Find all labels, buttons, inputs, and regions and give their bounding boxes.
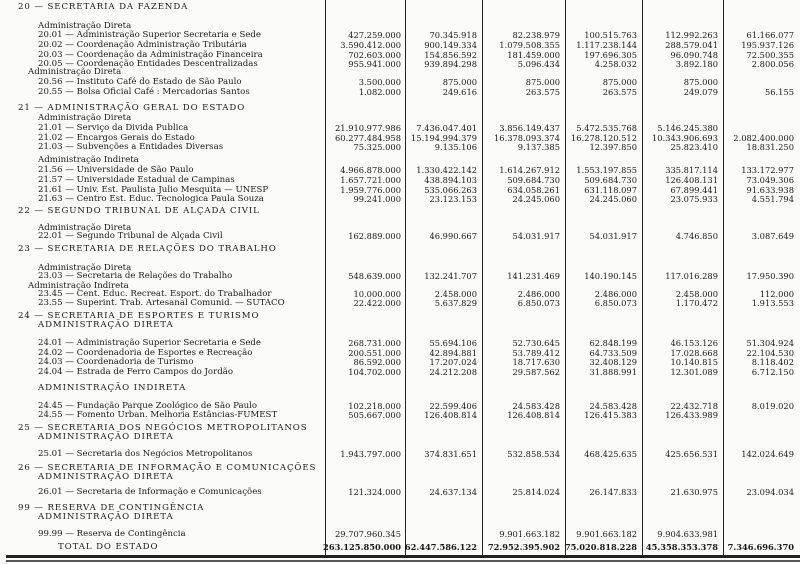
value-col-3: 9.137.385 <box>517 142 560 152</box>
table-row <box>0 487 800 498</box>
subsection-title: Administração Indireta <box>38 155 139 165</box>
value-col-2: 9.135.106 <box>434 142 477 152</box>
value-col-2: 249.616 <box>442 87 477 97</box>
value-col-3: 72.952.395.902 <box>487 542 560 552</box>
table-row <box>0 142 800 153</box>
value-col-5: 22.432.718 <box>670 401 718 411</box>
value-col-2: 900.149.334 <box>424 40 477 50</box>
subsection-title: ADMINISTRAÇÃO DIRETA <box>38 320 174 330</box>
value-col-4: 100.515.763 <box>584 30 637 40</box>
section-heading-row <box>0 244 800 255</box>
value-col-4: 54.031.917 <box>589 231 637 241</box>
value-col-3: 54.031.917 <box>512 231 560 241</box>
value-col-1: 29.707.960.345 <box>335 529 401 539</box>
value-col-6: 51.304.924 <box>746 338 794 348</box>
value-col-1: 104.702.000 <box>348 367 401 377</box>
subsection-title: Administração Direta <box>28 67 122 77</box>
value-col-3: 532.858.534 <box>507 449 560 459</box>
value-col-6: 17.950.390 <box>746 271 794 281</box>
row-label: 23.55 — Superint. Trab. Artesanal Comunid. — SUTACO <box>38 298 285 308</box>
value-col-4: 468.425.635 <box>584 449 637 459</box>
value-col-2: 132.241.707 <box>424 271 477 281</box>
value-col-4: 875.000 <box>602 77 637 87</box>
value-col-3: 3.856.149.437 <box>499 123 560 133</box>
subheading-row <box>0 383 800 394</box>
value-col-1: 99.241.000 <box>353 194 401 204</box>
table-row <box>0 410 800 421</box>
subsection-title: Administração Direta <box>38 263 132 273</box>
value-col-6: 72.500.355 <box>746 50 794 60</box>
row-label: 20.05 — Coordenação Entidades Descentralizadas <box>38 59 258 69</box>
total-row <box>0 542 800 553</box>
value-col-2: 535.066.263 <box>424 185 477 195</box>
value-col-2: 42.894.881 <box>429 348 477 358</box>
value-col-3: 634.058.261 <box>507 185 560 195</box>
value-col-1: 21.910.977.986 <box>335 123 401 133</box>
value-col-3: 5.096.434 <box>517 59 560 69</box>
value-col-4: 62.848.199 <box>589 338 637 348</box>
section-title: 99 — RESERVA DE CONTINGÊNCIA <box>18 503 205 513</box>
value-col-3: 24.245.060 <box>512 194 560 204</box>
value-col-4: 126.415.383 <box>584 410 637 420</box>
value-col-1: 427.259.000 <box>348 30 401 40</box>
value-col-1: 60.277.484.958 <box>335 133 401 143</box>
value-col-1: 102.218.000 <box>348 401 401 411</box>
row-label: 20.01 — Administração Superior Secretaria e Sede <box>38 30 262 40</box>
value-col-1: 121.324.000 <box>348 487 401 497</box>
value-col-6: 61.166.077 <box>746 30 794 40</box>
value-col-1: 955.941.000 <box>348 59 401 69</box>
value-col-3: 875.000 <box>525 77 560 87</box>
section-title: 24 — SECRETARIA DE ESPORTES E TURISMO <box>18 311 260 321</box>
value-col-1: 162.889.000 <box>348 231 401 241</box>
subheading-row <box>0 472 800 483</box>
value-col-3: 141.231.469 <box>507 271 560 281</box>
value-col-6: 142.024.649 <box>741 449 794 459</box>
value-col-4: 4.258.032 <box>594 59 637 69</box>
value-col-4: 2.486.000 <box>594 289 637 299</box>
value-col-1: 1.959.776.000 <box>340 185 401 195</box>
value-col-5: 117.016.289 <box>665 271 718 281</box>
row-label: 24.01 — Administração Superior Secretaria e Sede <box>38 338 262 348</box>
value-col-1: 1.943.797.000 <box>340 449 401 459</box>
value-col-6: 91.633.938 <box>746 185 794 195</box>
subsection-title: ADMINISTRAÇÃO DIRETA <box>38 432 174 442</box>
value-col-2: 17.207.024 <box>429 357 477 367</box>
value-col-5: 335.817.114 <box>665 165 718 175</box>
value-col-5: 249.079 <box>683 87 718 97</box>
table-row <box>0 194 800 205</box>
value-col-4: 197.696.305 <box>584 50 637 60</box>
table-row <box>0 231 800 242</box>
section-title: 25 — SECRETARIA DOS NEGÓCIOS METROPOLITANOS <box>18 423 308 433</box>
value-col-6: 2.800.056 <box>751 59 794 69</box>
row-label: 21.56 — Universidade de São Paulo <box>38 165 194 175</box>
value-col-2: 126.408.814 <box>424 410 477 420</box>
value-col-3: 1.079.508.355 <box>499 40 560 50</box>
value-col-2: 5.637.829 <box>434 298 477 308</box>
value-col-5: 126.408.131 <box>665 175 718 185</box>
value-col-6: 56.155 <box>764 87 794 97</box>
value-col-6: 6.712.150 <box>751 367 794 377</box>
value-col-6: 3.087.649 <box>751 231 794 241</box>
row-label: 22.01 — Segundo Tribunal de Alçada Civil <box>38 231 223 241</box>
value-col-2: 2.458.000 <box>434 289 477 299</box>
subsection-title: Administração Direta <box>38 113 132 123</box>
value-col-3: 24.583.428 <box>512 401 560 411</box>
value-col-6: 73.049.306 <box>746 175 794 185</box>
value-col-6: 112.000 <box>759 289 794 299</box>
value-col-3: 82.238.979 <box>512 30 560 40</box>
value-col-2: 154.856.592 <box>424 50 477 60</box>
value-col-5: 2.458.000 <box>675 289 718 299</box>
row-label: 21.63 — Centro Est. Educ. Tecnologica Paula Souza <box>38 194 264 204</box>
value-col-5: 112.992.263 <box>665 30 718 40</box>
subheading-row <box>0 512 800 523</box>
value-col-4: 5.472.535.768 <box>576 123 637 133</box>
value-col-5: 21.630.975 <box>670 487 718 497</box>
value-col-1: 3.500.000 <box>358 77 401 87</box>
subheading-row <box>0 320 800 331</box>
value-col-1: 22.422.000 <box>353 298 401 308</box>
value-col-1: 263.125.850.000 <box>323 542 401 552</box>
value-col-1: 1.082.000 <box>358 87 401 97</box>
value-col-6: 195.937.126 <box>741 40 794 50</box>
value-col-5: 96.090.748 <box>670 50 718 60</box>
value-col-3: 53.789.412 <box>512 348 560 358</box>
value-col-2: 46.990.667 <box>429 231 477 241</box>
value-col-4: 263.575 <box>602 87 637 97</box>
subsection-title: ADMINISTRAÇÃO DIRETA <box>38 512 174 522</box>
value-col-6: 1.913.553 <box>751 298 794 308</box>
value-col-5: 425.656.531 <box>665 449 718 459</box>
value-col-1: 702.603.000 <box>348 50 401 60</box>
row-label: 24.04 — Estrada de Ferro Campos do Jordão <box>38 367 233 377</box>
value-col-4: 12.397.850 <box>589 142 637 152</box>
row-label: 21.57 — Universidade Estadual de Campinas <box>38 175 235 185</box>
row-label: 21.02 — Encargos Gerais do Estado <box>38 133 195 143</box>
value-col-4: 1.117.238.144 <box>576 40 637 50</box>
value-col-6: 8.019.020 <box>751 401 794 411</box>
row-label: 20.03 — Coordenação da Administração Financeira <box>38 50 263 60</box>
value-col-6: 8.118.402 <box>751 357 794 367</box>
value-col-1: 86.592.000 <box>353 357 401 367</box>
value-col-1: 10.000.000 <box>353 289 401 299</box>
value-col-5: 45.358.353.378 <box>645 542 718 552</box>
value-col-2: 62.447.586.122 <box>404 542 477 552</box>
value-col-6: 22.104.530 <box>746 348 794 358</box>
value-col-1: 548.639.000 <box>348 271 401 281</box>
bottom-rule <box>6 560 800 562</box>
value-col-4: 16.278.120.512 <box>571 133 637 143</box>
row-label: 24.02 — Coordenadoria de Esportes e Recreação <box>38 348 253 358</box>
value-col-6: 2.082.400.000 <box>733 133 794 143</box>
value-col-1: 268.731.000 <box>348 338 401 348</box>
value-col-4: 9.901.663.182 <box>576 529 637 539</box>
table-row <box>0 529 800 540</box>
value-col-6: 4.551.794 <box>751 194 794 204</box>
value-col-3: 52.730.645 <box>512 338 560 348</box>
value-col-6: 18.831.250 <box>746 142 794 152</box>
value-col-1: 200.551.000 <box>348 348 401 358</box>
row-label: 25.01 — Secretaria dos Negócios Metropolitanos <box>38 449 253 459</box>
value-col-4: 26.147.833 <box>589 487 637 497</box>
value-col-3: 9.901.663.182 <box>499 529 560 539</box>
value-col-3: 126.408.814 <box>507 410 560 420</box>
value-col-1: 4.966.878.000 <box>340 165 401 175</box>
value-col-2: 24.637.134 <box>429 487 477 497</box>
subsection-title: Administração Direta <box>38 223 132 233</box>
value-col-5: 67.899.441 <box>670 185 718 195</box>
table-row <box>0 449 800 460</box>
row-label: 24.55 — Fomento Urban. Melhoria Estâncias-FUMEST <box>38 410 278 420</box>
value-col-3: 16.378.093.374 <box>494 133 560 143</box>
value-col-2: 374.831.651 <box>424 449 477 459</box>
value-col-4: 631.118.097 <box>584 185 637 195</box>
value-col-5: 23.075.933 <box>670 194 718 204</box>
value-col-2: 15.194.994.379 <box>411 133 477 143</box>
value-col-2: 22.599.406 <box>429 401 477 411</box>
value-col-5: 10.343.906.693 <box>652 133 718 143</box>
value-col-3: 18.717.630 <box>512 357 560 367</box>
value-col-5: 4.746.850 <box>675 231 718 241</box>
table-row <box>0 298 800 309</box>
section-heading-row <box>0 2 800 13</box>
value-col-5: 46.153.126 <box>670 338 718 348</box>
section-title: 23 — SECRETARIA DE RELAÇÕES DO TRABALHO <box>18 244 277 254</box>
value-col-4: 24.583.428 <box>589 401 637 411</box>
value-col-1: 505.667.000 <box>348 410 401 420</box>
row-label: 24.03 — Coordenadoria de Turismo <box>38 357 194 367</box>
row-label: 20.55 — Bolsa Oficial Café : Mercadorias Santos <box>38 87 250 97</box>
value-col-6: 7.346.696.370 <box>727 542 794 552</box>
value-col-5: 288.579.041 <box>665 40 718 50</box>
subsection-title: ADMINISTRAÇÃO DIRETA <box>38 472 174 482</box>
table-row <box>0 87 800 98</box>
table-row <box>0 367 800 378</box>
value-col-5: 10.140.815 <box>670 357 718 367</box>
value-col-5: 12.301.089 <box>670 367 718 377</box>
row-label: 21.61 — Univ. Est. Paulista Julio Mesquita — UNESP <box>38 185 269 195</box>
value-col-2: 875.000 <box>442 77 477 87</box>
subheading-row <box>0 432 800 443</box>
section-title: 20 — SECRETARIA DA FAZENDA <box>18 2 189 12</box>
row-label: 26.01 — Secretaria de Informação e Comunicações <box>38 487 262 497</box>
row-label: 20.56 — Instituto Café do Estado de São Paulo <box>38 77 242 87</box>
value-col-3: 6.850.073 <box>517 298 560 308</box>
value-col-5: 25.823.410 <box>670 142 718 152</box>
value-col-4: 64.733.509 <box>589 348 637 358</box>
value-col-2: 1.330.422.142 <box>416 165 477 175</box>
row-label: 21.01 — Serviço da Divida Publica <box>38 123 189 133</box>
value-col-4: 24.245.060 <box>589 194 637 204</box>
value-col-3: 25.814.024 <box>512 487 560 497</box>
value-col-3: 509.684.730 <box>507 175 560 185</box>
value-col-4: 509.684.730 <box>584 175 637 185</box>
row-label: 24.45 — Fundação Parque Zoológico de São Paulo <box>38 401 258 411</box>
value-col-3: 263.575 <box>525 87 560 97</box>
value-col-5: 5.146.245.380 <box>657 123 718 133</box>
value-col-4: 1.553.197.855 <box>576 165 637 175</box>
value-col-3: 1.614.267.912 <box>499 165 560 175</box>
total-label: TOTAL DO ESTADO <box>58 542 159 552</box>
subsection-title: ADMINISTRAÇÃO INDIRETA <box>38 383 187 393</box>
value-col-2: 7.436.047.401 <box>416 123 477 133</box>
section-title: 26 — SECRETARIA DE INFORMAÇÃO E COMUNICAÇÕES <box>18 463 317 473</box>
bottom-rule <box>6 555 800 558</box>
value-col-2: 939.894.298 <box>424 59 477 69</box>
value-col-5: 3.892.180 <box>675 59 718 69</box>
section-title: 22 — SEGUNDO TRIBUNAL DE ALÇADA CIVIL <box>18 206 260 216</box>
value-col-4: 75.020.818.228 <box>564 542 637 552</box>
value-col-4: 6.850.073 <box>594 298 637 308</box>
value-col-6: 133.172.977 <box>741 165 794 175</box>
value-col-4: 32.408.129 <box>589 357 637 367</box>
value-col-2: 55.694.106 <box>429 338 477 348</box>
subsection-title: Administração Direta <box>38 21 132 31</box>
value-col-1: 75.325.000 <box>353 142 401 152</box>
value-col-3: 2.486.000 <box>517 289 560 299</box>
value-col-5: 126.433.989 <box>665 410 718 420</box>
value-col-4: 31.888.991 <box>589 367 637 377</box>
section-title: 21 — ADMINISTRAÇÃO GERAL DO ESTADO <box>18 103 246 113</box>
value-col-3: 29.587.562 <box>512 367 560 377</box>
value-col-1: 3.590.412.000 <box>340 40 401 50</box>
value-col-6: 23.094.034 <box>746 487 794 497</box>
row-label: 23.45 — Cent. Educ. Recreat. Esport. do Trabalhador <box>38 289 272 299</box>
row-label: 23.03 — Secretaria de Relações do Trabalho <box>38 271 233 281</box>
value-col-3: 181.459.000 <box>507 50 560 60</box>
value-col-5: 9.904.633.981 <box>657 529 718 539</box>
value-col-4: 140.190.145 <box>584 271 637 281</box>
section-heading-row <box>0 206 800 217</box>
value-col-2: 23.123.153 <box>429 194 477 204</box>
value-col-2: 24.212.208 <box>429 367 477 377</box>
value-col-2: 438.894.103 <box>424 175 477 185</box>
row-label: 99.99 — Reserva de Contingência <box>38 529 186 539</box>
value-col-5: 17.028.668 <box>670 348 718 358</box>
subsection-title: Administração Indireta <box>28 281 129 291</box>
row-label: 20.02 — Coordenação Administração Tributária <box>38 40 247 50</box>
value-col-2: 70.345.918 <box>429 30 477 40</box>
value-col-5: 1.170.472 <box>675 298 718 308</box>
value-col-1: 1.657.721.000 <box>340 175 401 185</box>
value-col-5: 875.000 <box>683 77 718 87</box>
row-label: 21.03 — Subvenções a Entidades Diversas <box>38 142 224 152</box>
